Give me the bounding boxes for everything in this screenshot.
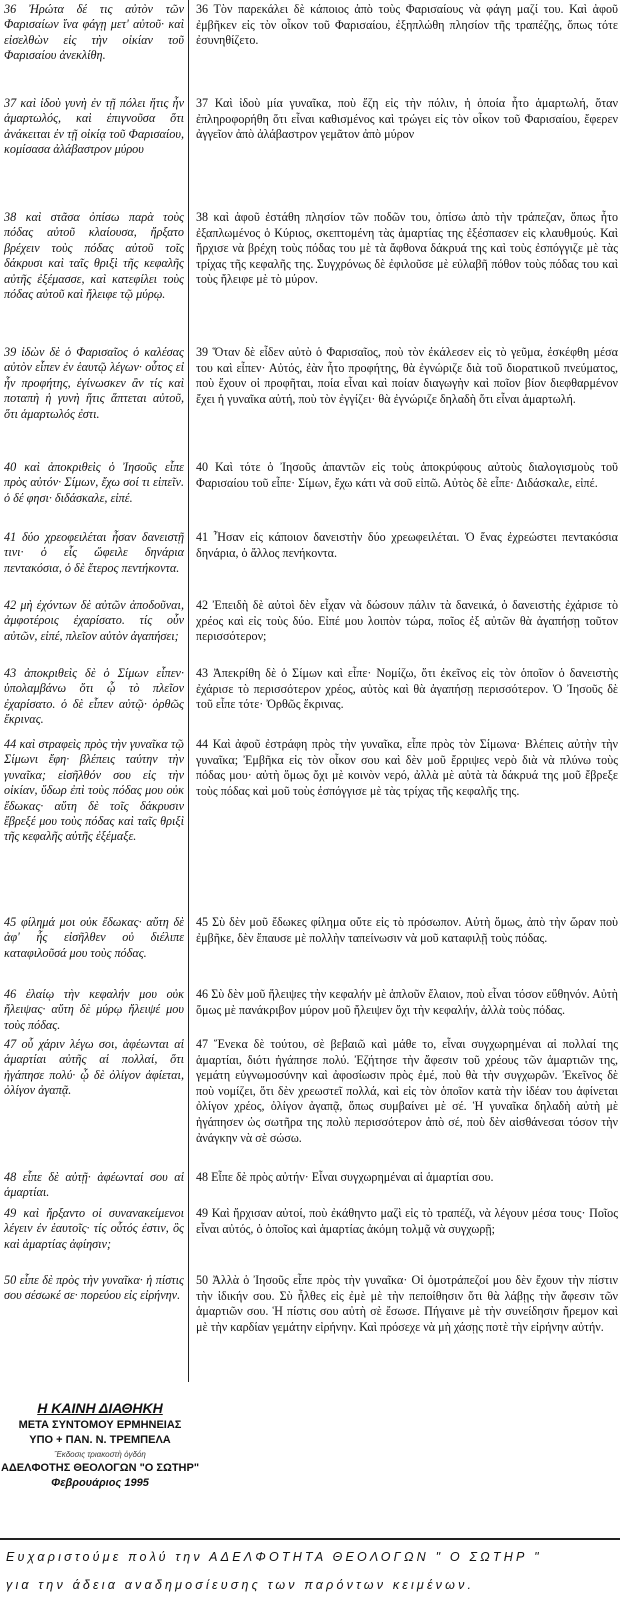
- translation-verse-46: 46 Σὺ δὲν μοῦ ἤλειψες τὴν κεφαλήν μὲ ἁπλοῦν ἔλαιον, ποὺ εἶναι τόσον εὔθηνόν. Αὐτὴ ὅμως μὲ πανάκριβον μύρον μοῦ ἤλειψεν ὄχι τὴν κεφαλήν, ἀλλὰ τοὺς πόδας.: [196, 987, 618, 1017]
- original-verse-43: 43 ἀποκριθεὶς δὲ ὁ Σίμων εἶπεν· ὑπολαμβάνω ὅτι ᾧ τὸ πλεῖον ἐχαρίσατο. ὁ δὲ εἶπεν αὐτῷ· ὀρθῶς ἔκρινας.: [4, 666, 184, 727]
- original-verse-42: 42 μὴ ἐχόντων δὲ αὐτῶν ἀποδοῦναι, ἀμφοτέροις ἐχαρίσατο. τίς οὖν αὐτῶν, εἰπέ, πλεῖον αὐτὸν ἀγαπήσει;: [4, 598, 184, 643]
- original-verse-45: 45 φίλημά μοι οὐκ ἔδωκας· αὕτη δὲ ἀφ' ἧς εἰσῆλθεν οὐ διέλιπε καταφιλοῦσά μου τοὺς πόδας.: [4, 915, 184, 960]
- book-subtitle: ΜΕΤΑ ΣΥΝΤΟΜΟΥ ΕΡΜΗΝΕΙΑΣ: [18, 1419, 182, 1431]
- book-edition: Ἔκδοσις τριακοστὴ ὀγδόη: [54, 1450, 146, 1459]
- original-verse-48: 48 εἶπε δὲ αὐτῇ· ἀφέωνταί σου αἱ ἁμαρτίαι.: [4, 1170, 184, 1200]
- original-verse-40: 40 καὶ ἀποκριθεὶς ὁ Ἰησοῦς εἶπε πρὸς αὐτόν· Σίμων, ἔχω σοί τι εἰπεῖν. ὁ δέ φησι· διδάσκαλε, εἰπέ.: [4, 460, 184, 505]
- original-verse-38: 38 καὶ στᾶσα ὀπίσω παρὰ τοὺς πόδας αὐτοῦ κλαίουσα, ἤρξατο βρέχειν τοὺς πόδας αὐτοῦ τοῖς δάκρυσι καὶ ταῖς θριξὶ τῆς κεφαλῆς αὐτῆς ἐξέμασσε, καὶ κατεφίλει τοὺς πόδας αὐτοῦ καὶ ἤλειφε τῷ μύρῳ.: [4, 210, 184, 302]
- translation-verse-37: 37 Καὶ ἰδοὺ μία γυναῖκα, ποὺ ἔζη εἰς τὴν πόλιν, ἡ ὁποία ἦτο ἁμαρτωλή, ὅταν ἐπληροφορήθη ὅτι εἶναι καθισμένος καὶ τρώγει εἰς τὸν οἶκον τοῦ Φαρισαίου, ἔφερεν ἀγγεῖον ἀπὸ ἀλάβαστρον γεμᾶτον ἀπὸ μύρον: [196, 96, 618, 142]
- translation-verse-39: 39 Ὅταν δὲ εἶδεν αὐτὸ ὁ Φαρισαῖος, ποὺ τὸν ἐκάλεσεν εἰς τὸ γεῦμα, ἐσκέφθη μέσα του καὶ εἶπεν· Αὐτός, ἐὰν ἦτο προφήτης, θὰ ἐγνώριζε διὰ τοῦ διορατικοῦ πνεύματος, ποὺ ἔχουν οἱ προφῆται, ποία εἶναι καὶ ποίαν διαγωγὴν καὶ ποῖον βίον διεφθαρμένον ἔχει ἡ γυναῖκα αὐτή, ποὺ τὸν ἐγγίζει· θὰ ἐγνώριζε δηλαδὴ ὅτι εἶναι ἁμαρτωλή.: [196, 345, 618, 406]
- book-publisher: ΑΔΕΛΦΟΤΗΣ ΘΕΟΛΟΓΩΝ "Ο ΣΩΤΗΡ": [0, 1462, 200, 1474]
- acknowledgment-line-1: Ευχαριστούμε πολύ την ΑΔΕΛΦΟΤΗΤΑ ΘΕΟΛΟΓΩΝ " Ο ΣΩΤΗΡ ": [6, 1550, 542, 1564]
- translation-verse-50: 50 Ἀλλὰ ὁ Ἰησοῦς εἶπε πρὸς τὴν γυναῖκα· Οἱ ὁμοτράπεζοί μου δὲν ἔχουν τὴν πίστιν τὴν ἰδικήν σου. Σὺ ἦλθες εἰς ἐμὲ μὲ τὴν πεποίθησιν ὅτι θὰ λάβῃς τὴν ἄφεσιν τῶν ἁμαρτιῶν σου. Ἡ πίστις σου αὐτὴ σὲ ἔσωσε. Πήγαινε μὲ τὴν συνείδησιν ἤρεμον καὶ μὲ τὴν καρδίαν γεμάτην εἰρήνην. Καὶ πρόσεχε νὰ μὴ χάσῃς ποτὲ τὴν εἰρήνην αὐτήν.: [196, 1273, 618, 1334]
- acknowledgment-line-2: για την άδεια αναδημοσίευσης των παρόντων κειμένων.: [6, 1578, 475, 1592]
- book-title: Η ΚΑΙΝΗ ΔΙΑΘΗΚΗ: [37, 1400, 163, 1416]
- original-verse-37: 37 καὶ ἰδοὺ γυνὴ ἐν τῇ πόλει ἥτις ἦν ἁμαρτωλός, καὶ ἐπιγνοῦσα ὅτι ἀνάκειται ἐν τῇ οἰκίᾳ τοῦ Φαρισαίου, κομίσασα ἀλάβαστρον μύρου: [4, 96, 184, 157]
- book-date: Φεβρουάριος 1995: [51, 1477, 149, 1489]
- original-verse-41: 41 δύο χρεοφειλέται ἦσαν δανειστῇ τινι· ὁ εἷς ὤφειλε δηνάρια πεντακόσια, ὁ δὲ ἕτερος πεντήκοντα.: [4, 530, 184, 575]
- translation-verse-47: 47 Ἕνεκα δὲ τούτου, σὲ βεβαιῶ καὶ μάθε το, εἶναι συγχωρημέναι αἱ πολλαί της ἁμαρτίαι, διότι ἠγάπησε πολύ. Ἐζήτησε τὴν ἄφεσιν τοῦ χρέους τῶν ἁμαρτιῶν της, γεμάτη εὐγνωμοσύνην καὶ ἀφοσίωσιν πρὸς ἐμέ, ποὺ θὰ τὴν συγχωρῶν. Ἐκεῖνος δὲ ποὺ νομίζει, ὅτι δὲν χρεωστεῖ πολλά, καὶ εἰς τὸν ὁποῖον κατὰ τὴν ἰδέαν του ἀφίνεται ὀλίγον χρέος, ὀλίγον ἀγαπᾷ, ὅπως συμβαίνει μὲ σέ. Ἡ γυναῖκα δηλαδὴ αὐτὴ μὲ ἠγάπησεν ὡς σωτῆρα της πολὺ περισσότερον ἀπὸ σέ, ποὺ δὲν αἰσθάνεσαι τόσον τὴν ἀνάγκην νὰ σὲ σώσω.: [196, 1037, 618, 1145]
- original-verse-36: 36 Ἠρώτα δέ τις αὐτὸν τῶν Φαρισαίων ἵνα φάγῃ μετ' αὐτοῦ· καὶ εἰσελθὼν εἰς τὴν οἰκίαν τοῦ Φαρισαίου ἀνεκλίθη.: [4, 2, 184, 63]
- column-divider: [188, 0, 189, 1382]
- original-verse-47: 47 οὗ χάριν λέγω σοι, ἀφέωνται αἱ ἁμαρτίαι αὐτῆς αἱ πολλαί, ὅτι ἠγάπησε πολύ· ᾧ δὲ ὀλίγον ἀφίεται, ὀλίγον ἀγαπᾷ.: [4, 1037, 184, 1098]
- translation-verse-43: 43 Ἀπεκρίθη δὲ ὁ Σίμων καὶ εἶπε· Νομίζω, ὅτι ἐκεῖνος εἰς τὸν ὁποῖον ὁ δανειστὴς ἐχάρισε τὸ περισσότερον χρέος, αὐτὸς καὶ θὰ ἀγαπήσῃ περισσότερον. Ὁ Ἰησοῦς δὲ τοῦ εἶπε τότε· Ὀρθῶς ἔκρινας.: [196, 666, 618, 712]
- source-citation: [0, 1398, 200, 1489]
- translation-verse-40: 40 Καὶ τότε ὁ Ἰησοῦς ἀπαντῶν εἰς τοὺς ἀποκρύφους αὐτοὺς διαλογισμοὺς τοῦ Φαρισαίου τοῦ εἶπε· Σίμων, ἔχω κάτι νὰ σοῦ εἰπῶ. Αὐτὸς δὲ εἶπε· Διδάσκαλε, εἰπέ.: [196, 460, 618, 490]
- footer-rule: [0, 1538, 620, 1540]
- translation-verse-48: 48 Εἶπε δὲ πρὸς αὐτήν· Εἶναι συγχωρημέναι αἱ ἁμαρτίαι σου.: [196, 1170, 494, 1184]
- original-verse-39: 39 ἰδὼν δὲ ὁ Φαρισαῖος ὁ καλέσας αὐτὸν εἶπεν ἐν ἑαυτῷ λέγων· οὗτος εἰ ἦν προφήτης, ἐγίνωσκεν ἂν τίς καὶ ποταπὴ ἡ γυνὴ ἥτις ἅπτεται αὐτοῦ, ὅτι ἁμαρτωλός ἐστι.: [4, 345, 184, 421]
- translation-verse-36: 36 Τὸν παρεκάλει δὲ κάποιος ἀπὸ τοὺς Φαρισαίους νὰ φάγη μαζί του. Καὶ ἀφοῦ ἐμβῆκεν εἰς τὸν οἶκον τοῦ Φαρισαίου, ἐξηπλώθη πλησίον τῆς τραπέζης, ὅπως τότε ἐσυνηθίζετο.: [196, 2, 618, 48]
- translation-verse-41: 41 Ἦσαν εἰς κάποιον δανειστὴν δύο χρεωφειλέται. Ὁ ἕνας ἐχρεώστει πεντακόσια δηνάρια, ὁ ἄλλος πενήκοντα.: [196, 530, 618, 560]
- translation-verse-38: 38 καὶ ἀφοῦ ἐστάθη πλησίον τῶν ποδῶν του, ὀπίσω ἀπὸ τὴν τράπεζαν, ὅπως ἦτο ἐξαπλωμένος ὁ Κύριος, σκεπτομένη τὰς ἁμαρτίας της ἐξέσπασεν εἰς κλαυθμούς. Καὶ ἤρχισε νὰ βρέχη τοὺς πόδας του μὲ τὰ ἄφθονα δάκρυά της καὶ τοὺς ἐσπόγγιζε μὲ τὰς τρίχας τῆς κεφαλῆς της. Συγχρόνως δὲ ἐφιλοῦσε μὲ εὐλαβῆ πόθον τοὺς πόδας του καὶ τοὺς ἤλειφε μὲ τὸ μύρον.: [196, 210, 618, 287]
- translation-verse-49: 49 Καὶ ἤρχισαν αὐτοί, ποὺ ἐκάθηντο μαζὶ εἰς τὸ τραπέζι, νὰ λέγουν μέσα τους· Ποῖος εἶναι αὐτός, ὁ ὁποῖος καὶ ἁμαρτίας ἀκόμη τολμᾷ νὰ συγχωρῇ;: [196, 1206, 618, 1236]
- translation-verse-44: 44 Καὶ ἀφοῦ ἐστράφη πρὸς τὴν γυναῖκα, εἶπε πρὸς τὸν Σίμωνα· Βλέπεις αὐτὴν τὴν γυναῖκα; Ἐμβῆκα εἰς τὸν οἶκον σου καὶ δὲν μοῦ ἔρριψες νερὸ διὰ νὰ πλύνω τοὺς πόδας μου· αὐτὴ ὅμως ὄχι μὲ κοινὸν νερό, ἀλλὰ μὲ αὐτὰ τὰ δάκρυά της μοῦ ἔβρεξε τοὺς πόδας καὶ μοῦ τοὺς ἐσπόγγισε μὲ τὰς τρίχας τῆς κεφαλῆς της.: [196, 737, 618, 798]
- book-author: ΥΠΟ + ΠΑΝ. Ν. ΤΡΕΜΠΕΛΑ: [29, 1434, 171, 1446]
- original-verse-49: 49 καὶ ἤρξαντο οἱ συνανακείμενοι λέγειν ἐν ἑαυτοῖς· τίς οὗτός ἐστιν, ὃς καὶ ἁμαρτίας ἀφίησιν;: [4, 1206, 184, 1251]
- original-verse-50: 50 εἶπε δὲ πρὸς τὴν γυναῖκα· ἡ πίστις σου σέσωκέ σε· πορεύου εἰς εἰρήνην.: [4, 1273, 184, 1303]
- translation-verse-42: 42 Ἐπειδὴ δὲ αὐτοὶ δὲν εἶχαν νὰ δώσουν πάλιν τὰ δανεικά, ὁ δανειστὴς ἐχάρισε τὸ χρέος καὶ εἰς τοὺς δύο. Εἰπέ μου λοιπὸν τώρα, ποῖος ἐξ αὐτῶν θὰ ἀγαπήσῃ τοῦτον περισσότερον;: [196, 598, 618, 644]
- original-verse-44: 44 καὶ στραφεὶς πρὸς τὴν γυναῖκα τῷ Σίμωνι ἔφη· βλέπεις ταύτην τὴν γυναῖκα; εἰσῆλθόν σου εἰς τὴν οἰκίαν, ὕδωρ ἐπὶ τοὺς πόδας μου οὐκ ἔδωκας· αὕτη δὲ τοῖς δάκρυσιν ἔβρεξέ μου τοὺς πόδας καὶ ταῖς θριξὶ τῆς κεφαλῆς αὐτῆς ἐξέμαξε.: [4, 737, 184, 844]
- translation-verse-45: 45 Σὺ δὲν μοῦ ἔδωκες φίλημα οὔτε εἰς τὸ πρόσωπον. Αὐτὴ ὅμως, ἀπὸ τὴν ὥραν ποὺ ἐμβῆκε, δὲν ἔπαυσε μὲ πολλὴν ταπείνωσιν νὰ μοῦ καταφιλῇ τοὺς πόδας.: [196, 915, 618, 945]
- original-verse-46: 46 ἐλαίῳ τὴν κεφαλήν μου οὐκ ἤλειψας· αὕτη δὲ μύρῳ ἤλειψέ μου τοὺς πόδας.: [4, 987, 184, 1032]
